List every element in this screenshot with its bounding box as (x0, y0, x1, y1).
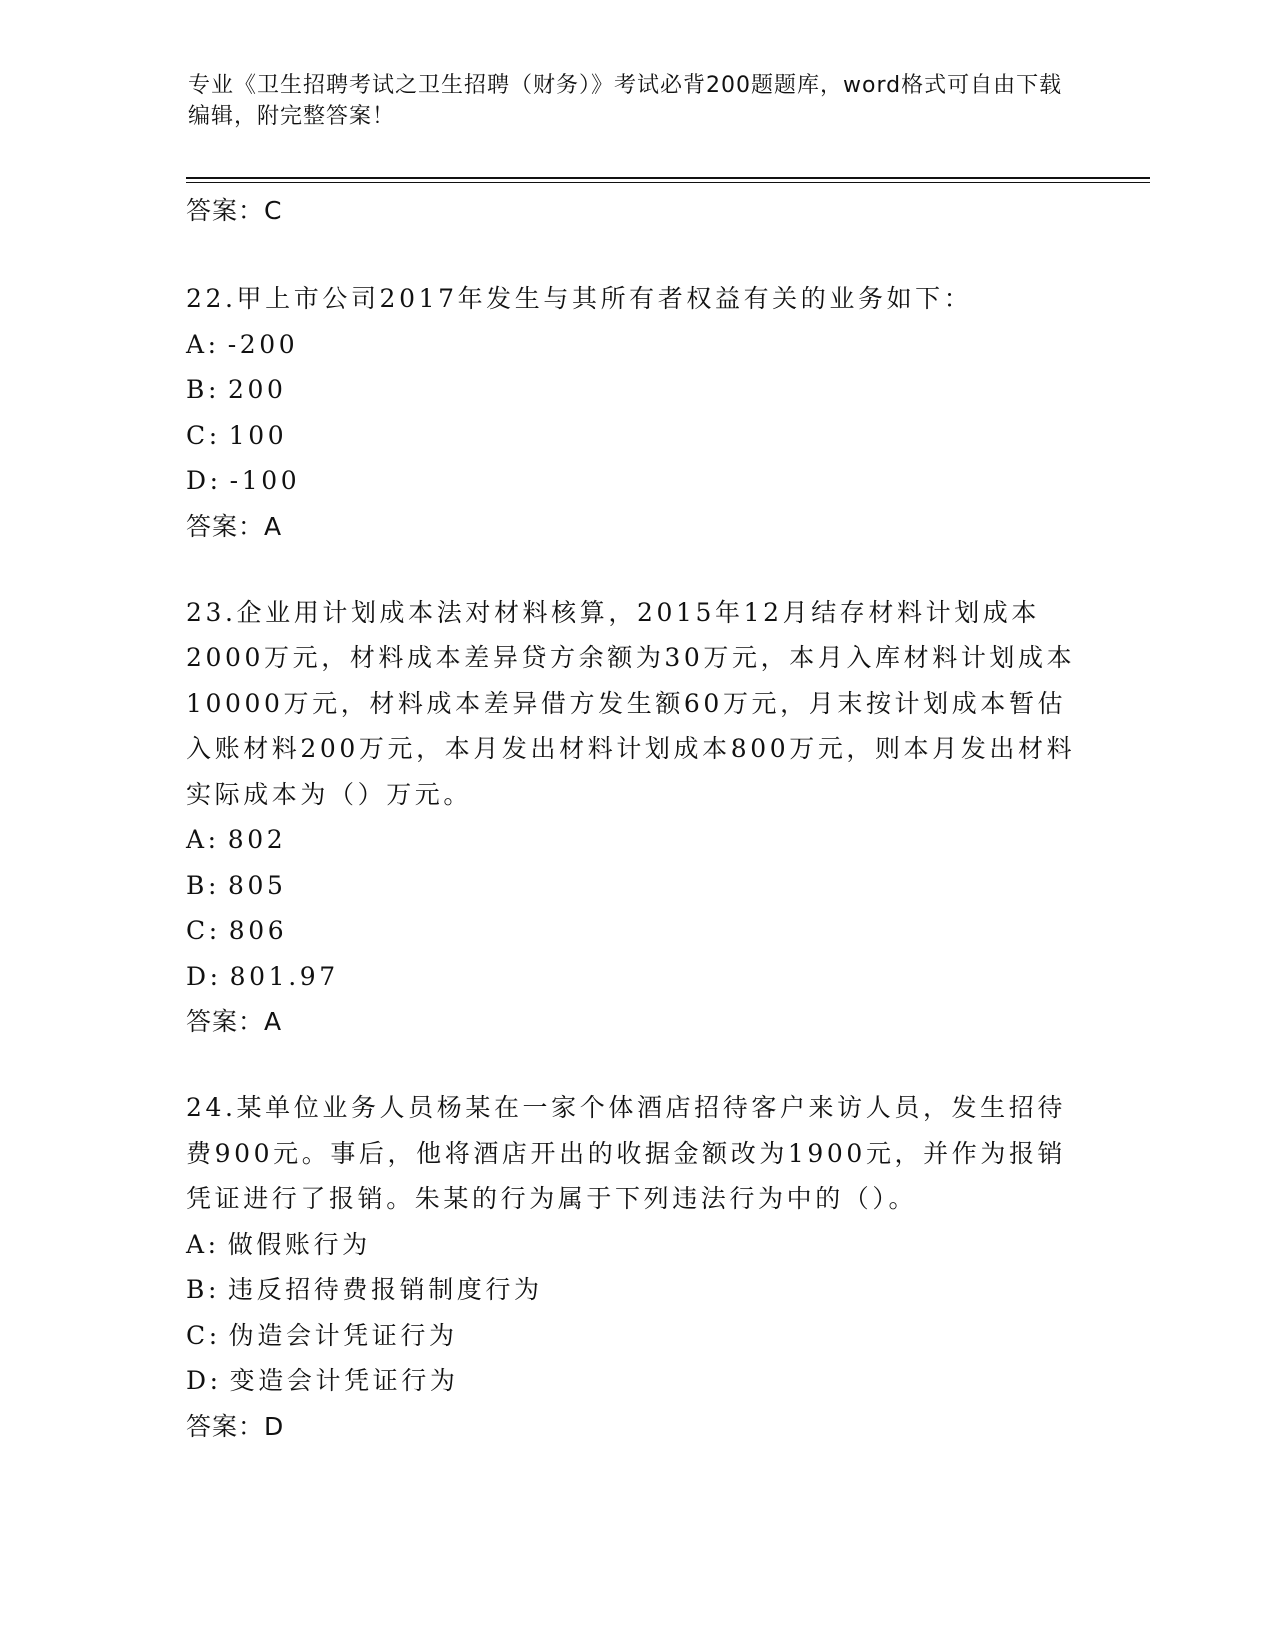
option-value: 806 (228, 916, 288, 945)
option-value: 805 (228, 870, 287, 900)
option-a (186, 1222, 1086, 1268)
question-22 (186, 276, 1086, 550)
question-24 (186, 1085, 1086, 1450)
option-key: B: (186, 1275, 220, 1304)
option-value: 801.97 (229, 961, 339, 991)
answer-label: 答案：D (186, 1411, 285, 1441)
option-key: B: (186, 870, 220, 900)
question-list (186, 188, 1086, 1450)
option-key: A: (186, 825, 220, 854)
header-divider-thick (186, 177, 1150, 179)
question-stem: 22.甲上市公司2017年发生与其所有者权益有关的业务如下： (186, 284, 973, 313)
option-b (186, 863, 1086, 909)
header-divider-thin (186, 182, 1150, 183)
option-key: A: (186, 329, 220, 359)
option-value: -200 (227, 329, 299, 359)
option-key: C: (186, 1320, 221, 1350)
option-value: -100 (229, 466, 301, 495)
option-b (186, 367, 1086, 413)
option-c (186, 1313, 1086, 1359)
answer-label: 答案：A (186, 1007, 283, 1036)
question-stem: 24.某单位业务人员杨某在一家个体酒店招待客户来访人员，发生招待费900元。事后，他将酒店开出的收据金额改为1900元，并作为报销凭证进行了报销。朱某的行为属于下列违法行为中的（）。 (186, 1093, 1067, 1213)
answer-label: 答案：A (186, 511, 283, 541)
question-23 (186, 590, 1086, 1046)
option-b (186, 1267, 1086, 1313)
option-key: D: (186, 1366, 222, 1395)
option-c (186, 908, 1086, 954)
previous-answer: 答案：C (186, 196, 283, 225)
question-stem: 23.企业用计划成本法对材料核算，2015年12月结存材料计划成本2000万元，材料成本差异贷方余额为30万元，本月入库材料计划成本10000万元，材料成本差异借方发生额60万元，月末按计划成本暂估入账材料200万元，本月发出材料计划成本800万元，则本月发出材料实际成本为（）万元。 (186, 597, 1076, 809)
option-a (186, 322, 1086, 368)
spacer (186, 1045, 1086, 1085)
option-value: 200 (228, 375, 287, 404)
document-header: 专业《卫生招聘考试之卫生招聘（财务）》考试必背200题题库，word格式可自由下载编辑，附完整答案！ (188, 73, 1063, 129)
option-key: A: (186, 1229, 220, 1259)
spacer (186, 550, 1086, 590)
option-d (186, 954, 1086, 1000)
option-c (186, 413, 1086, 459)
option-key: C: (186, 916, 221, 945)
option-value: 100 (228, 420, 288, 450)
option-d (186, 458, 1086, 504)
option-key: D: (186, 961, 222, 991)
spacer (186, 234, 1086, 276)
option-d (186, 1358, 1086, 1404)
option-value: 做假账行为 (227, 1229, 371, 1259)
option-a (186, 817, 1086, 863)
option-key: B: (186, 375, 220, 404)
option-value: 变造会计凭证行为 (229, 1366, 459, 1395)
option-value: 伪造会计凭证行为 (228, 1320, 458, 1350)
option-key: D: (186, 466, 222, 495)
option-key: C: (186, 420, 221, 450)
option-value: 违反招待费报销制度行为 (228, 1275, 543, 1304)
option-value: 802 (227, 825, 287, 854)
